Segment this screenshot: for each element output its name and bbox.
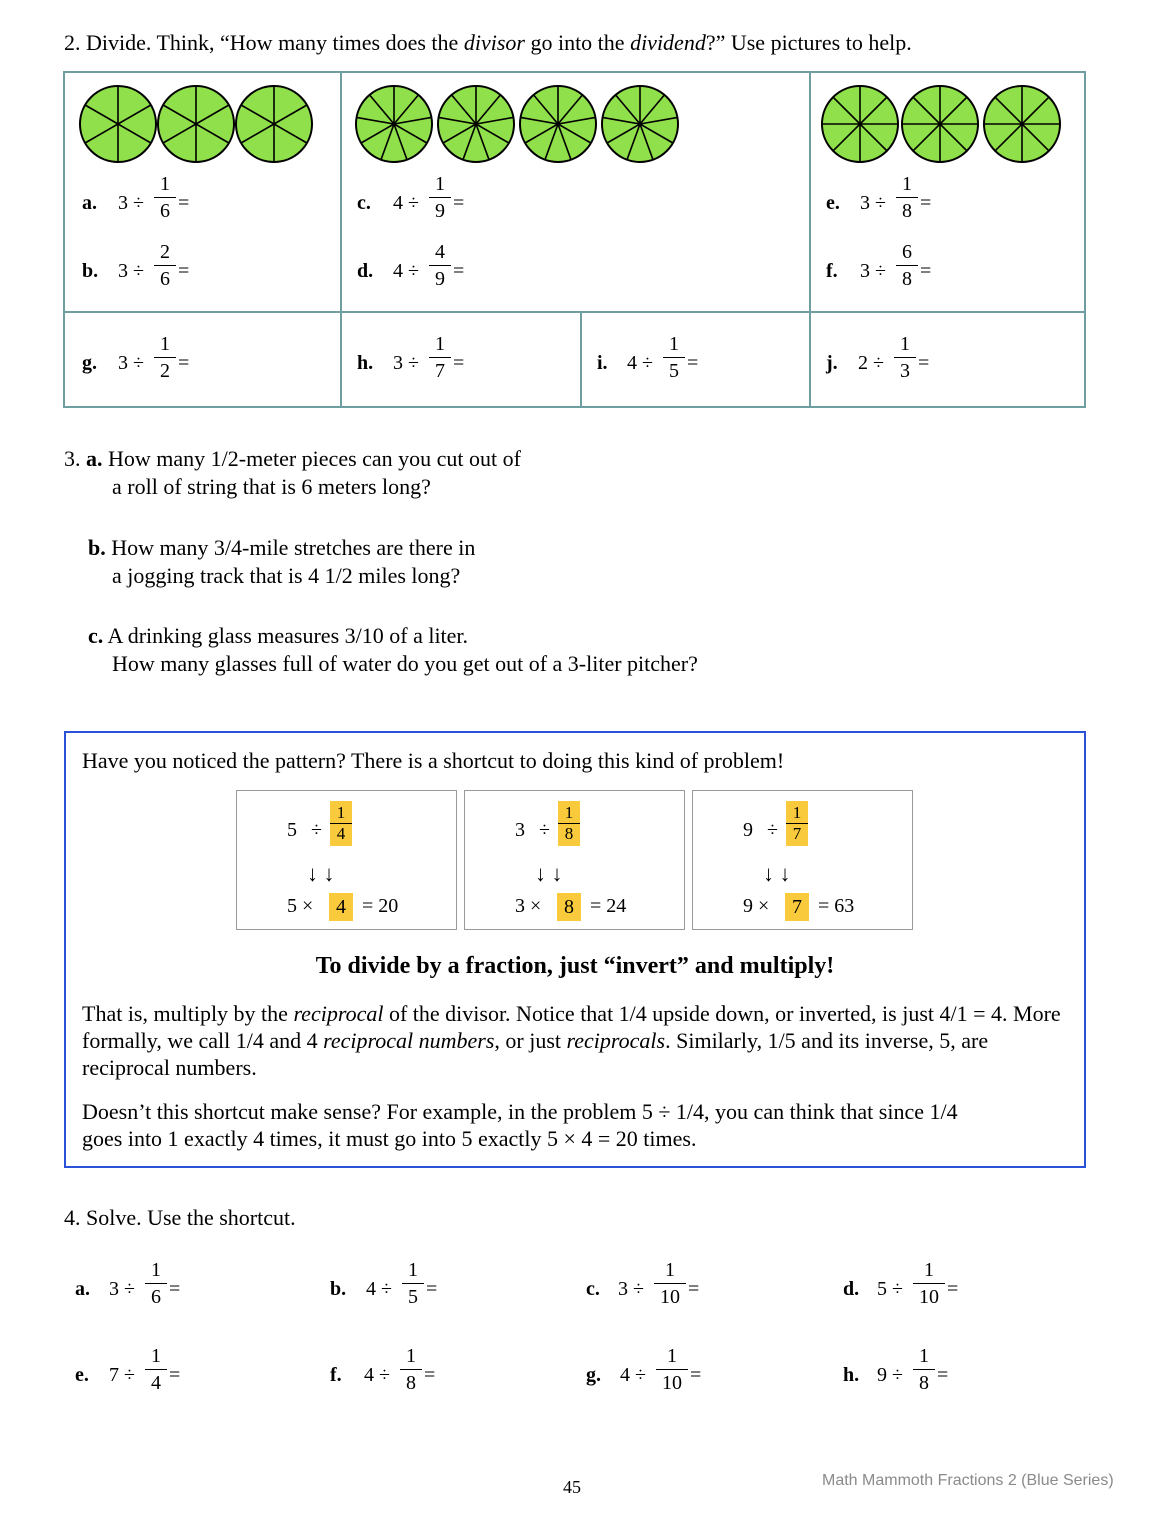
problem-text: a roll of string that is 6 meters long? xyxy=(112,474,431,499)
problem-text: How many 3/4-mile stretches are there in xyxy=(105,535,476,560)
problem-label: b. xyxy=(88,535,106,560)
problem-dividend: 4 ÷ xyxy=(393,192,419,214)
problem-equals: = xyxy=(920,260,932,282)
problem-fraction: 1 2 xyxy=(154,333,176,382)
pie-icon xyxy=(158,86,234,162)
problem-dividend: 3 ÷ xyxy=(860,192,886,214)
pie-icon xyxy=(984,86,1060,162)
problem-fraction: 1 3 xyxy=(894,333,916,382)
problem-equals: = xyxy=(453,260,465,282)
problem-fraction: 1 8 xyxy=(896,173,918,222)
grid-cell-j xyxy=(809,311,1086,408)
problem-equals: = xyxy=(453,192,465,214)
q2-heading-dividend: dividend xyxy=(630,30,706,55)
q2-heading-text: 2. Divide. Think, “How many times does the xyxy=(64,30,464,55)
problem-text: How many glasses full of water do you get out of a 3-liter pitcher? xyxy=(112,651,698,676)
problem-label: i. xyxy=(597,352,608,374)
pie-diagrams xyxy=(0,0,1172,200)
problem-3c xyxy=(88,622,698,678)
q2-heading-text: ?” Use pictures to help. xyxy=(705,30,912,55)
pie-icon xyxy=(438,86,514,162)
problem-label: c. xyxy=(357,192,371,214)
pie-icon xyxy=(902,86,978,162)
sense-paragraph: Doesn’t this shortcut make sense? For example, in the problem 5 ÷ 1/4, you can think that since 1/4 goes into 1 exactly 4 times, it must go into 5 exactly 5 × 4 = 20 times. xyxy=(82,1099,958,1151)
problem-label: a. xyxy=(82,192,97,214)
problem-dividend: 3 ÷ xyxy=(118,192,144,214)
problem-equals: = xyxy=(920,192,932,214)
pie-icon xyxy=(356,86,432,162)
example-box-1: 5 ÷ 1 4 ↓ ↓ 5 × 4 = 20 xyxy=(236,790,457,930)
problem-label: j. xyxy=(826,352,838,374)
problem-dividend: 3 ÷ xyxy=(393,352,419,374)
problem-dividend: 2 ÷ xyxy=(858,352,884,374)
q2-heading-divisor: divisor xyxy=(463,30,525,55)
problem-equals: = xyxy=(453,352,465,374)
arrow-icon: ↓ ↓ xyxy=(535,861,563,886)
problem-equals: = xyxy=(687,352,699,374)
shortcut-intro: Have you noticed the pattern? There is a shortcut to doing this kind of problem! xyxy=(82,748,785,773)
grid-cell-g xyxy=(63,311,342,408)
q4-heading: 4. Solve. Use the shortcut. xyxy=(64,1205,296,1230)
problem-label: c. xyxy=(88,623,104,648)
problem-dividend: 4 ÷ xyxy=(627,352,653,374)
problem-label: g. xyxy=(82,352,97,374)
problem-fraction: 6 8 xyxy=(896,241,918,290)
problem-label: e. xyxy=(826,192,840,214)
pie-icon xyxy=(520,86,596,162)
problem-3a: 3. a. How many 1/2-meter pieces can you cut out of a roll of string that is 6 meters long? xyxy=(64,446,521,499)
problem-equals: = xyxy=(918,352,930,374)
problem-text: a jogging track that is 4 1/2 miles long? xyxy=(112,563,461,588)
problem-text: How many 1/2-meter pieces can you cut out of xyxy=(102,446,521,471)
problem-equals: = xyxy=(178,352,190,374)
pie-icon xyxy=(80,86,156,162)
source-credit: Math Mammoth Fractions 2 (Blue Series) xyxy=(822,1472,1114,1489)
problem-equals: = xyxy=(178,260,190,282)
problem-label: a. xyxy=(86,446,103,471)
pie-icon xyxy=(822,86,898,162)
problem-dividend: 3 ÷ xyxy=(118,260,144,282)
problem-3b xyxy=(88,534,475,590)
arrow-icon: ↓ ↓ xyxy=(307,861,335,886)
q2-heading-text: go into the xyxy=(524,30,631,55)
problem-text: A drinking glass measures 3/10 of a liter. xyxy=(103,623,469,648)
example-box-3: 9 ÷ 1 7 ↓ ↓ 9 × 7 = 63 xyxy=(692,790,913,930)
problem-dividend: 4 ÷ xyxy=(393,260,419,282)
page-number: 45 xyxy=(563,1477,581,1497)
pie-icon xyxy=(602,86,678,162)
problem-label: b. xyxy=(82,260,99,282)
problem-fraction: 1 6 xyxy=(154,173,176,222)
problem-dividend: 3 ÷ xyxy=(860,260,886,282)
problem-fraction: 4 9 xyxy=(429,241,451,290)
reciprocal-paragraph: That is, multiply by the reciprocal of the divisor. Notice that 1/4 upside down, or inverted, is just 4/1 = 4. More formally, we call 1/4 and 4 reciprocal numbers, or just reciprocals. Similarly, 1/5 and its inverse, 5, are reciprocal numbers. xyxy=(82,1001,1061,1080)
problem-fraction: 2 6 xyxy=(154,241,176,290)
example-box-2: 3 ÷ 1 8 ↓ ↓ 3 × 8 = 24 xyxy=(464,790,685,930)
problem-dividend: 3 ÷ xyxy=(118,352,144,374)
problem-label: h. xyxy=(357,352,374,374)
pie-icon xyxy=(236,86,312,162)
problem-fraction: 1 7 xyxy=(429,333,451,382)
problem-fraction: 1 5 xyxy=(663,333,685,382)
problem-fraction: 1 9 xyxy=(429,173,451,222)
problem-label: f. xyxy=(826,260,838,282)
arrow-icon: ↓ ↓ xyxy=(763,861,791,886)
shortcut-rule: To divide by a fraction, just “invert” and multiply! xyxy=(315,953,835,979)
problem-label: d. xyxy=(357,260,374,282)
problem-equals: = xyxy=(178,192,190,214)
